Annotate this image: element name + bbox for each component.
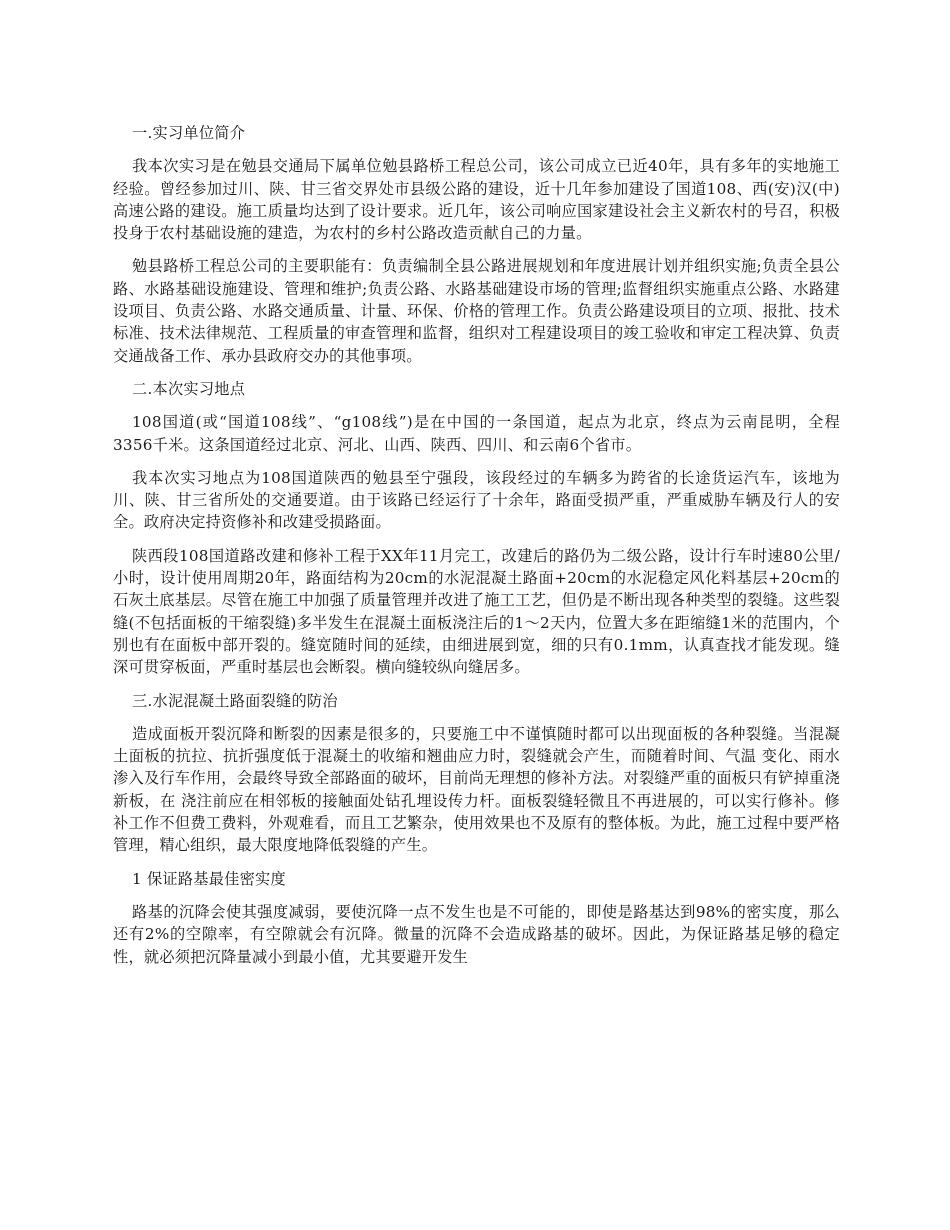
paragraph-route-108: 108国道(或“国道108线”、“g108线”)是在中国的一条国道，起点为北京，终点为云南昆明，全程3356千米。这条国道经过北京、河北、山西、陕西、四川、和云南6个省市。 <box>113 413 840 454</box>
paragraph-company-duties: 勉县路桥工程总公司的主要职能有：负责编制全县公路进展规划和年度进展计划并组织实施;负责全县公路、水路基础设施建设、管理和维护;负责公路、水路基础建设市场的管理;监督组织实施重点公路、水路建设项目、负责公路、水路交通质量、计量、环保、价格的管理工作。负责公路建设项目的立项、报批、技术标准、技术法律规范、工程质量的审查管理和监督，组织对工程建设项目的竣工验收和审定工程决算、负责交通战备工作、承办县政府交办的其他事项。 <box>113 257 840 365</box>
section-heading-1: 一.实习单位简介 <box>132 124 246 142</box>
document-page <box>113 122 840 979</box>
section-heading-3: 三.水泥混凝土路面裂缝的防治 <box>132 691 338 710</box>
subsection-heading-1: 1 保证路基最佳密实度 <box>132 869 286 888</box>
section-heading-2: 二.本次实习地点 <box>132 379 246 398</box>
paragraph-road-reconstruction: 陕西段108国道路改建和修补工程于XX年11月完工，改建后的路仍为二级公路，设计行车时速80公里/小时，设计使用周期20年，路面结构为20cm的水泥混凝土路面+20cm的水泥稳定风化料基层+20cm的石灰土底基层。尽管在施工中加强了质量管理并改进了施工工艺，但仍是不断出现各种类型的裂缝。这些裂缝(不包括面板的干缩裂缝)多半发生在混凝土面板浇注后的1～2天内，位置大多在距缩缝1米的范围内，个别也有在面板中部开裂的。缝宽随时间的延续，由细进展到宽，细的只有0.1mm，认真查找才能发现。缝深可贯穿板面，严重时基层也会断裂。横向缝较纵向缝居多。 <box>113 546 840 677</box>
paragraph-subgrade-density: 路基的沉降会使其强度减弱，要使沉降一点不发生也是不可能的，即使是路基达到98%的密实度，那么还有2%的空隙率，有空隙就会有沉降。微量的沉降不会造成路基的破坏。因此，为保证路基足够的稳定性，就必须把沉降量减小到最小值，尤其要避开发生 <box>113 902 840 966</box>
paragraph-crack-causes: 造成面板开裂沉降和断裂的因素是很多的，只要施工中不谨慎随时都可以出现面板的各种裂缝。当混凝土面板的抗拉、抗折强度低于混凝土的收缩和翘曲应力时，裂缝就会产生，而随着时间、气温 变化、雨水渗入及行车作用，会最终导致全部路面的破坏，目前尚无理想的修补方法。对裂缝严重的面板只有铲掉重浇新板，在 浇注前应在相邻板的接触面处钻孔埋设传力杆。面板裂缝轻微且不再进展的，可以实行修补。修补工作不但费工费料，外观难看，而且工艺繁杂，使用效果也不及原有的整体板。为此，施工过程中要严格管理，精心组织，最大限度地降低裂缝的产生。 <box>113 724 840 855</box>
paragraph-internship-location: 我本次实习地点为108国道陕西的勉县至宁强段，该段经过的车辆多为跨省的长途货运汽车，该地为川、陕、甘三省所处的交通要道。由于该路已经运行了十余年，路面受损严重，严重威胁车辆及行人的安全。政府决定持资修补和改建受损路面。 <box>113 468 840 532</box>
paragraph-company-intro: 我本次实习是在勉县交通局下属单位勉县路桥工程总公司，该公司成立已近40年，具有多年的实地施工经验。曾经参加过川、陕、甘三省交界处市县级公路的建设，近十几年参加建设了国道108、西(安)汉(中)高速公路的建设。施工质量均达到了设计要求。近几年，该公司响应国家建设社会主义新农村的号召，积极投身于农村基础设施的建造，为农村的乡村公路改造贡献自己的力量。 <box>113 157 840 243</box>
